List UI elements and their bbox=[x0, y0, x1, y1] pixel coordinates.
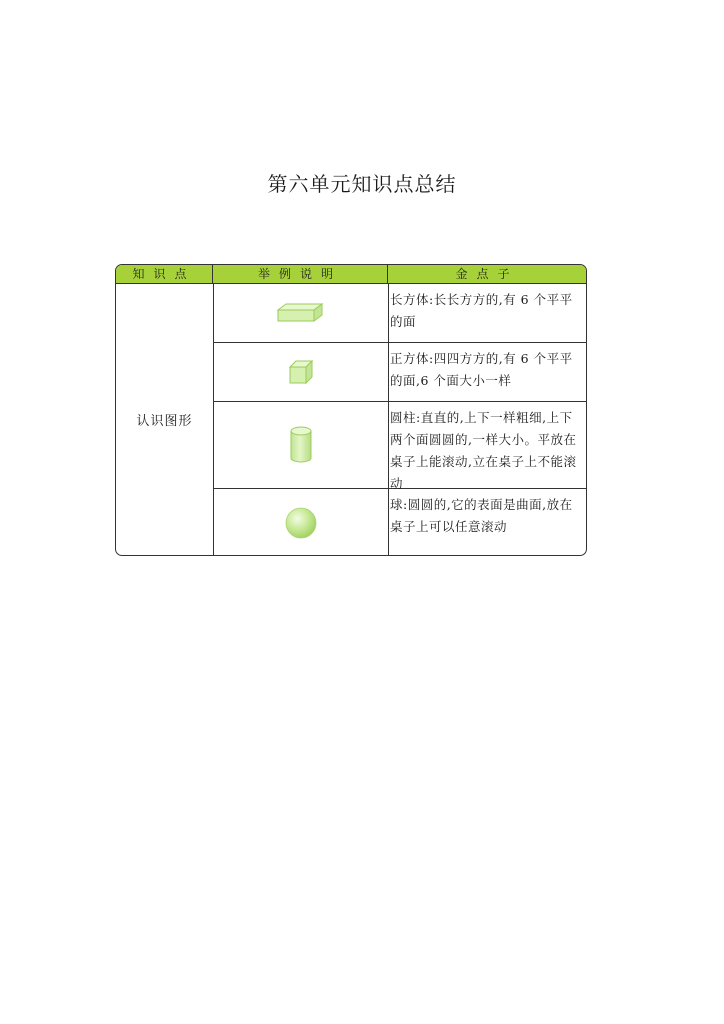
table-row bbox=[214, 284, 586, 343]
knowledge-table bbox=[115, 264, 587, 556]
table-row bbox=[214, 402, 586, 489]
table-header bbox=[116, 265, 586, 284]
example-cell bbox=[214, 284, 388, 342]
header-tips: 金点子 bbox=[455, 267, 519, 281]
cuboid-icon bbox=[276, 302, 326, 324]
tip-text: 长方体:长长方方的,有 6 个平平的面 bbox=[390, 292, 573, 329]
example-cell bbox=[214, 489, 388, 556]
tip-text: 圆柱:直直的,上下一样粗细,上下两个面圆圆的,一样大小。平放在桌子上能滚动,立在桌子上不能滚动 bbox=[390, 410, 577, 491]
tip-text: 正方体:四四方方的,有 6 个平平的面,6 个面大小一样 bbox=[390, 351, 573, 388]
tip-text: 球:圆圆的,它的表面是曲面,放在桌子上可以任意滚动 bbox=[390, 497, 573, 534]
page-title: 第六单元知识点总结 bbox=[267, 172, 457, 196]
example-cell bbox=[214, 402, 388, 488]
cube-icon bbox=[286, 357, 316, 387]
cylinder-icon bbox=[288, 425, 314, 465]
example-cell bbox=[214, 343, 388, 401]
table-row bbox=[214, 343, 586, 402]
sphere-icon bbox=[284, 506, 318, 540]
topic-cell: 认识图形 bbox=[136, 414, 193, 429]
header-knowledge-point: 知识点 bbox=[116, 265, 213, 283]
table-row bbox=[214, 489, 586, 556]
header-examples: 举例说明 bbox=[213, 265, 388, 283]
